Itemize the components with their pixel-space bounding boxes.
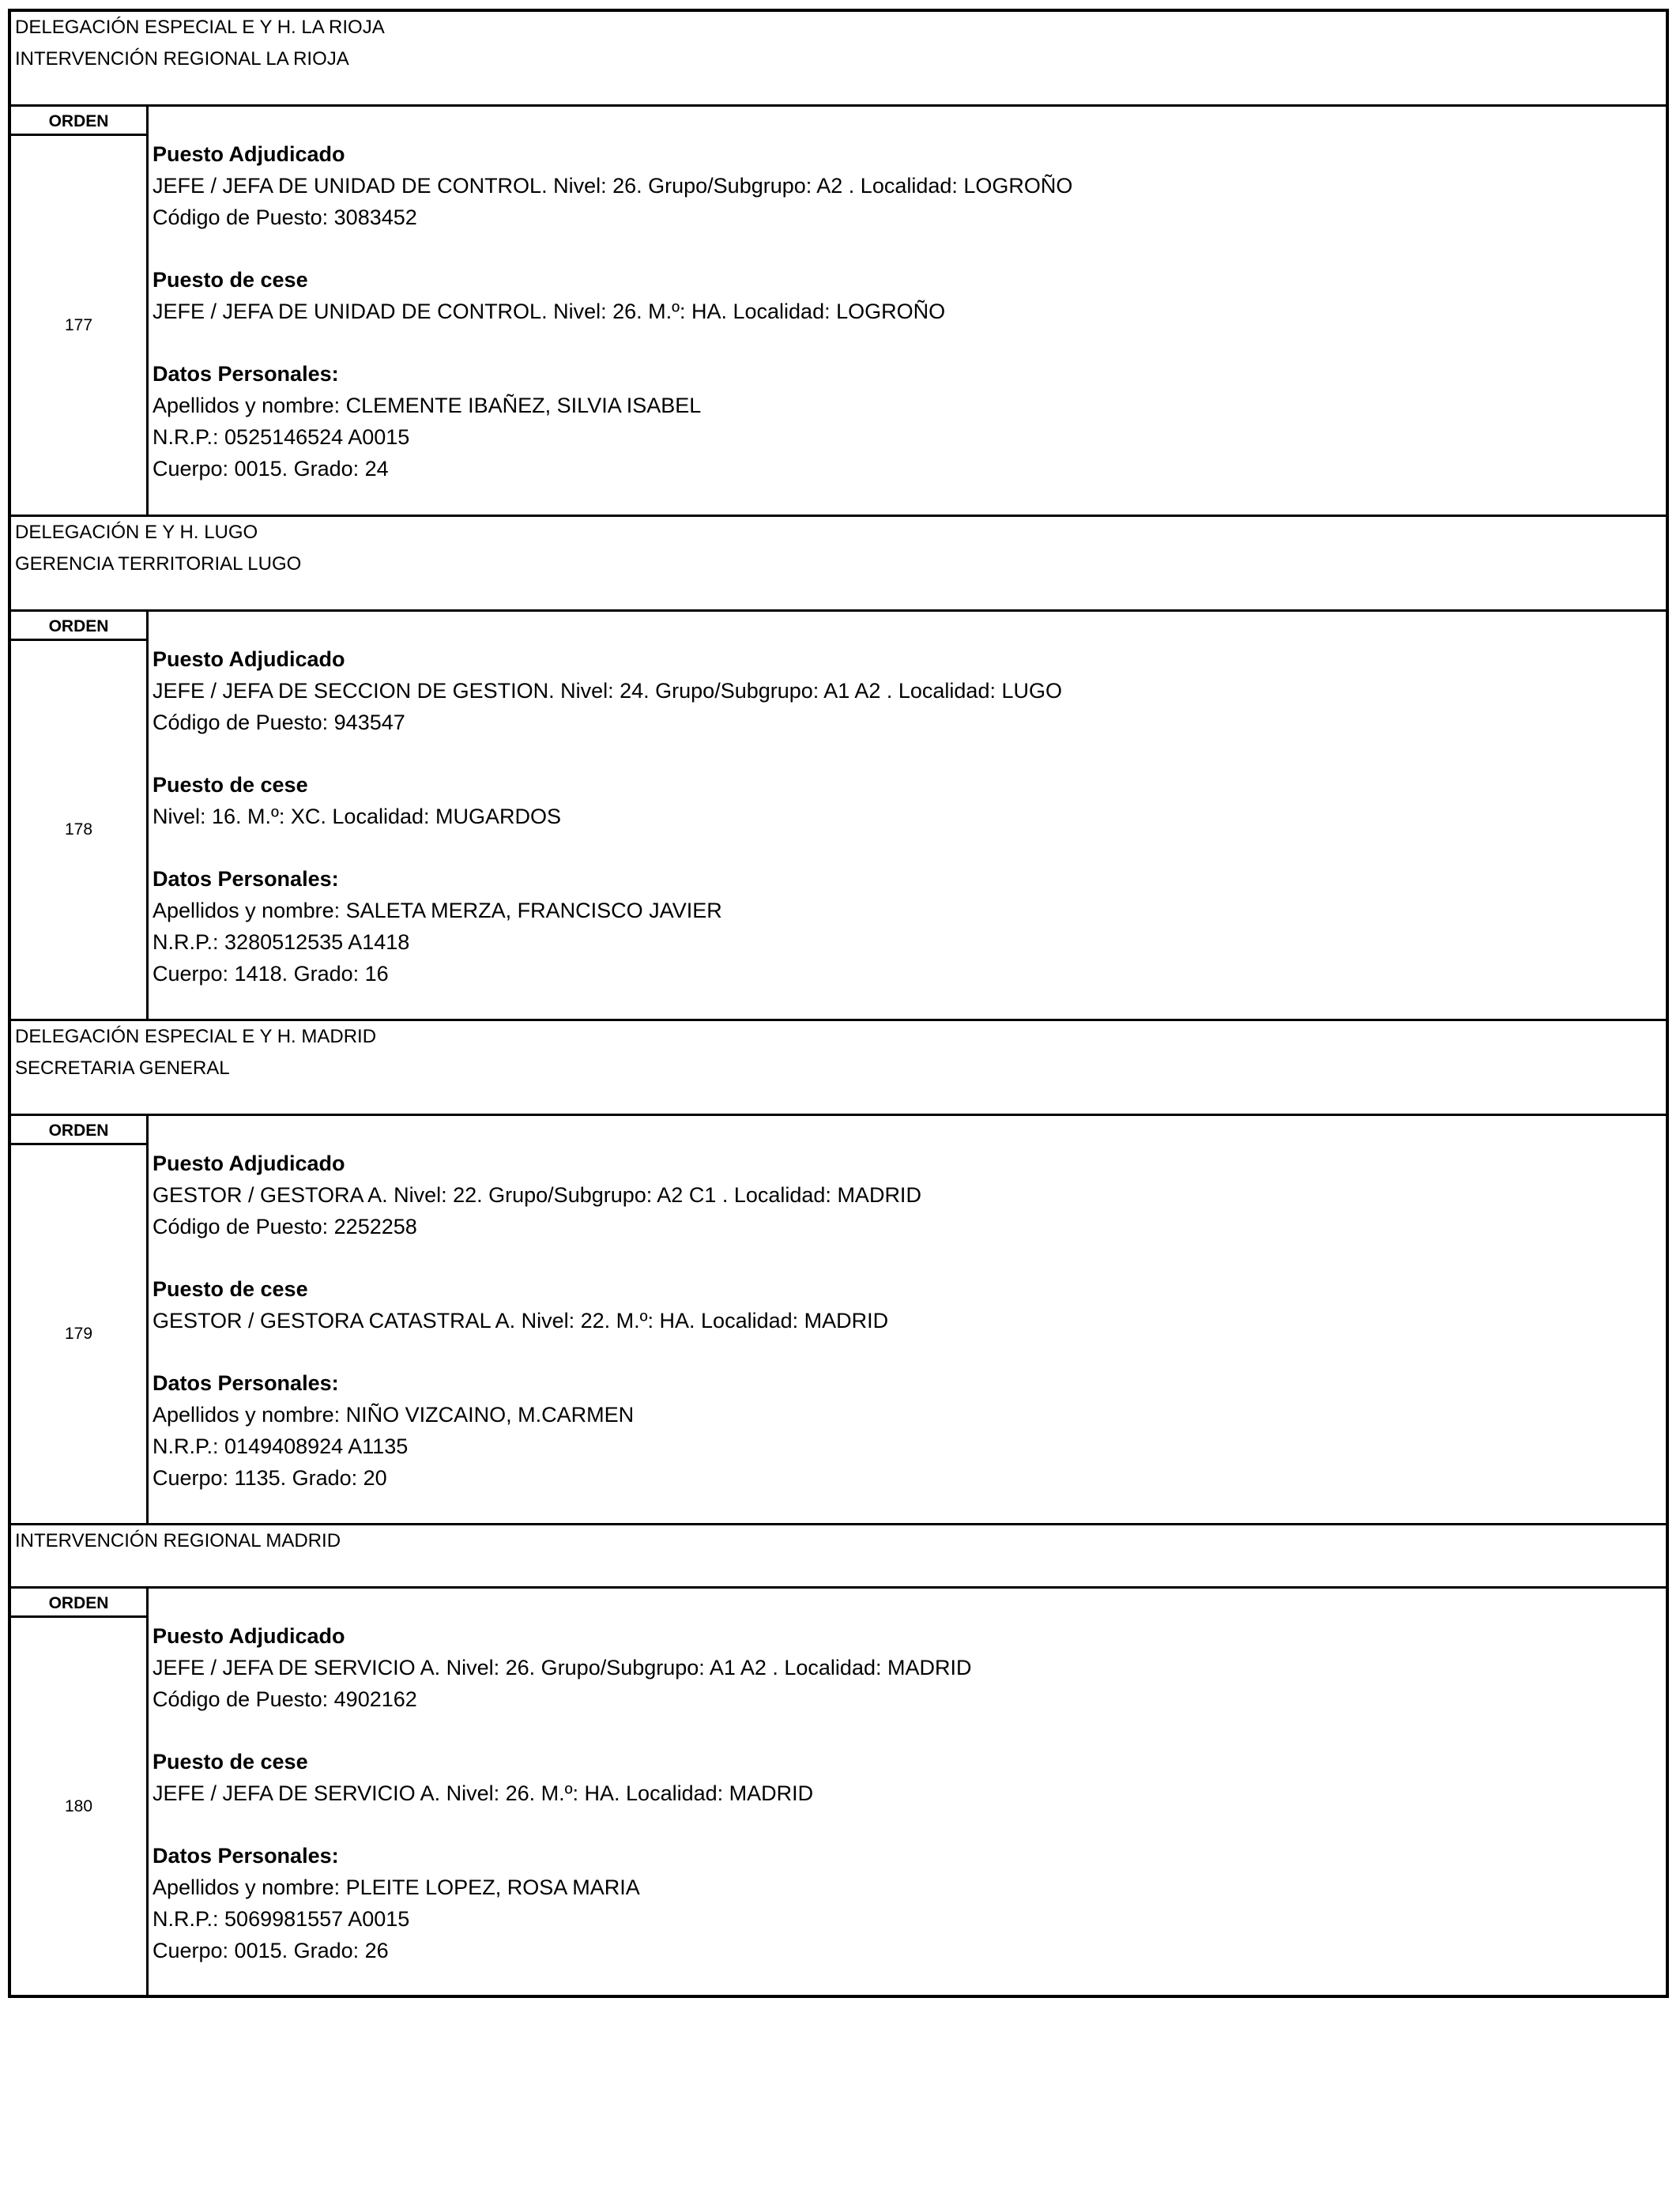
puesto-cese-text: Nivel: 16. M.º: XC. Localidad: MUGARDOS xyxy=(153,805,562,828)
puesto-adjudicado-text: JEFE / JEFA DE SERVICIO A. Nivel: 26. Grupo/Subgrupo: A1 A2 . Localidad: MADRID xyxy=(153,1656,972,1679)
puesto-cese-heading: Puesto de cese xyxy=(153,1750,308,1774)
datos-personales-heading: Datos Personales: xyxy=(153,867,339,891)
entry-row xyxy=(8,1586,1669,1998)
orden-number: 180 xyxy=(64,1796,93,1815)
entry-content xyxy=(149,107,1666,515)
apellidos-nombre: Apellidos y nombre: PLEITE LOPEZ, ROSA MARIA xyxy=(153,1875,640,1899)
entry-content xyxy=(149,612,1666,1019)
section-header-line: DELEGACIÓN E Y H. LUGO xyxy=(15,522,258,543)
puesto-cese-heading: Puesto de cese xyxy=(153,773,308,797)
nrp: N.R.P.: 3280512535 A1418 xyxy=(153,930,410,954)
puesto-adjudicado-text: JEFE / JEFA DE UNIDAD DE CONTROL. Nivel: 26. Grupo/Subgrupo: A2 . Localidad: LOGROÑO xyxy=(153,174,1073,198)
codigo-puesto: Código de Puesto: 2252258 xyxy=(153,1215,417,1238)
datos-personales-heading: Datos Personales: xyxy=(153,1844,339,1868)
puesto-adjudicado-text: JEFE / JEFA DE SECCION DE GESTION. Nivel: 24. Grupo/Subgrupo: A1 A2 . Localidad: LUGO xyxy=(153,679,1062,703)
orden-label: ORDEN xyxy=(11,107,146,136)
puesto-cese-heading: Puesto de cese xyxy=(153,268,308,292)
entry-row xyxy=(8,104,1669,515)
datos-personales-heading: Datos Personales: xyxy=(153,362,339,386)
codigo-puesto: Código de Puesto: 4902162 xyxy=(153,1687,417,1711)
orden-label: ORDEN xyxy=(11,1589,146,1618)
orden-column xyxy=(11,612,149,1019)
entry-content xyxy=(149,1589,1666,1995)
puesto-adjudicado-heading: Puesto Adjudicado xyxy=(153,1152,345,1175)
puesto-cese-text: JEFE / JEFA DE UNIDAD DE CONTROL. Nivel: 26. M.º: HA. Localidad: LOGROÑO xyxy=(153,300,946,323)
codigo-puesto: Código de Puesto: 943547 xyxy=(153,711,405,734)
section-header-line: SECRETARIA GENERAL xyxy=(15,1057,230,1079)
puesto-cese-text: JEFE / JEFA DE SERVICIO A. Nivel: 26. M.º: HA. Localidad: MADRID xyxy=(153,1781,814,1805)
nrp: N.R.P.: 0525146524 A0015 xyxy=(153,425,410,449)
entry-row xyxy=(8,609,1669,1019)
cuerpo-grado: Cuerpo: 1135. Grado: 20 xyxy=(153,1466,387,1490)
orden-column xyxy=(11,1589,149,1995)
puesto-adjudicado-text: GESTOR / GESTORA A. Nivel: 22. Grupo/Subgrupo: A2 C1 . Localidad: MADRID xyxy=(153,1183,921,1207)
document-table xyxy=(8,9,1669,1998)
codigo-puesto: Código de Puesto: 3083452 xyxy=(153,205,417,229)
section-header-line: INTERVENCIÓN REGIONAL LA RIOJA xyxy=(15,48,349,70)
entry-content xyxy=(149,1116,1666,1523)
orden-number: 177 xyxy=(64,315,93,334)
section-header-line: DELEGACIÓN ESPECIAL E Y H. LA RIOJA xyxy=(15,17,385,38)
section-header-line: GERENCIA TERRITORIAL LUGO xyxy=(15,553,302,575)
section-header xyxy=(8,9,1669,104)
orden-label: ORDEN xyxy=(11,1116,146,1145)
section-header xyxy=(8,1019,1669,1114)
orden-number: 179 xyxy=(64,1325,93,1343)
apellidos-nombre: Apellidos y nombre: NIÑO VIZCAINO, M.CARMEN xyxy=(153,1403,635,1427)
nrp: N.R.P.: 0149408924 A1135 xyxy=(153,1434,409,1458)
apellidos-nombre: Apellidos y nombre: CLEMENTE IBAÑEZ, SILVIA ISABEL xyxy=(153,394,702,417)
puesto-adjudicado-heading: Puesto Adjudicado xyxy=(153,1624,345,1648)
orden-column xyxy=(11,1116,149,1523)
section-header-line: DELEGACIÓN ESPECIAL E Y H. MADRID xyxy=(15,1026,377,1047)
orden-column xyxy=(11,107,149,515)
puesto-adjudicado-heading: Puesto Adjudicado xyxy=(153,647,345,671)
cuerpo-grado: Cuerpo: 0015. Grado: 24 xyxy=(153,457,389,481)
cuerpo-grado: Cuerpo: 1418. Grado: 16 xyxy=(153,962,389,986)
section-header xyxy=(8,515,1669,609)
entry-row xyxy=(8,1114,1669,1523)
puesto-cese-heading: Puesto de cese xyxy=(153,1277,308,1301)
puesto-cese-text: GESTOR / GESTORA CATASTRAL A. Nivel: 22. M.º: HA. Localidad: MADRID xyxy=(153,1309,889,1333)
orden-label: ORDEN xyxy=(11,612,146,641)
puesto-adjudicado-heading: Puesto Adjudicado xyxy=(153,142,345,166)
section-header-line: INTERVENCIÓN REGIONAL MADRID xyxy=(15,1530,341,1551)
orden-number: 178 xyxy=(64,820,93,839)
datos-personales-heading: Datos Personales: xyxy=(153,1371,339,1395)
section-header xyxy=(8,1523,1669,1586)
nrp: N.R.P.: 5069981557 A0015 xyxy=(153,1907,410,1931)
apellidos-nombre: Apellidos y nombre: SALETA MERZA, FRANCISCO JAVIER xyxy=(153,899,722,922)
cuerpo-grado: Cuerpo: 0015. Grado: 26 xyxy=(153,1939,389,1962)
